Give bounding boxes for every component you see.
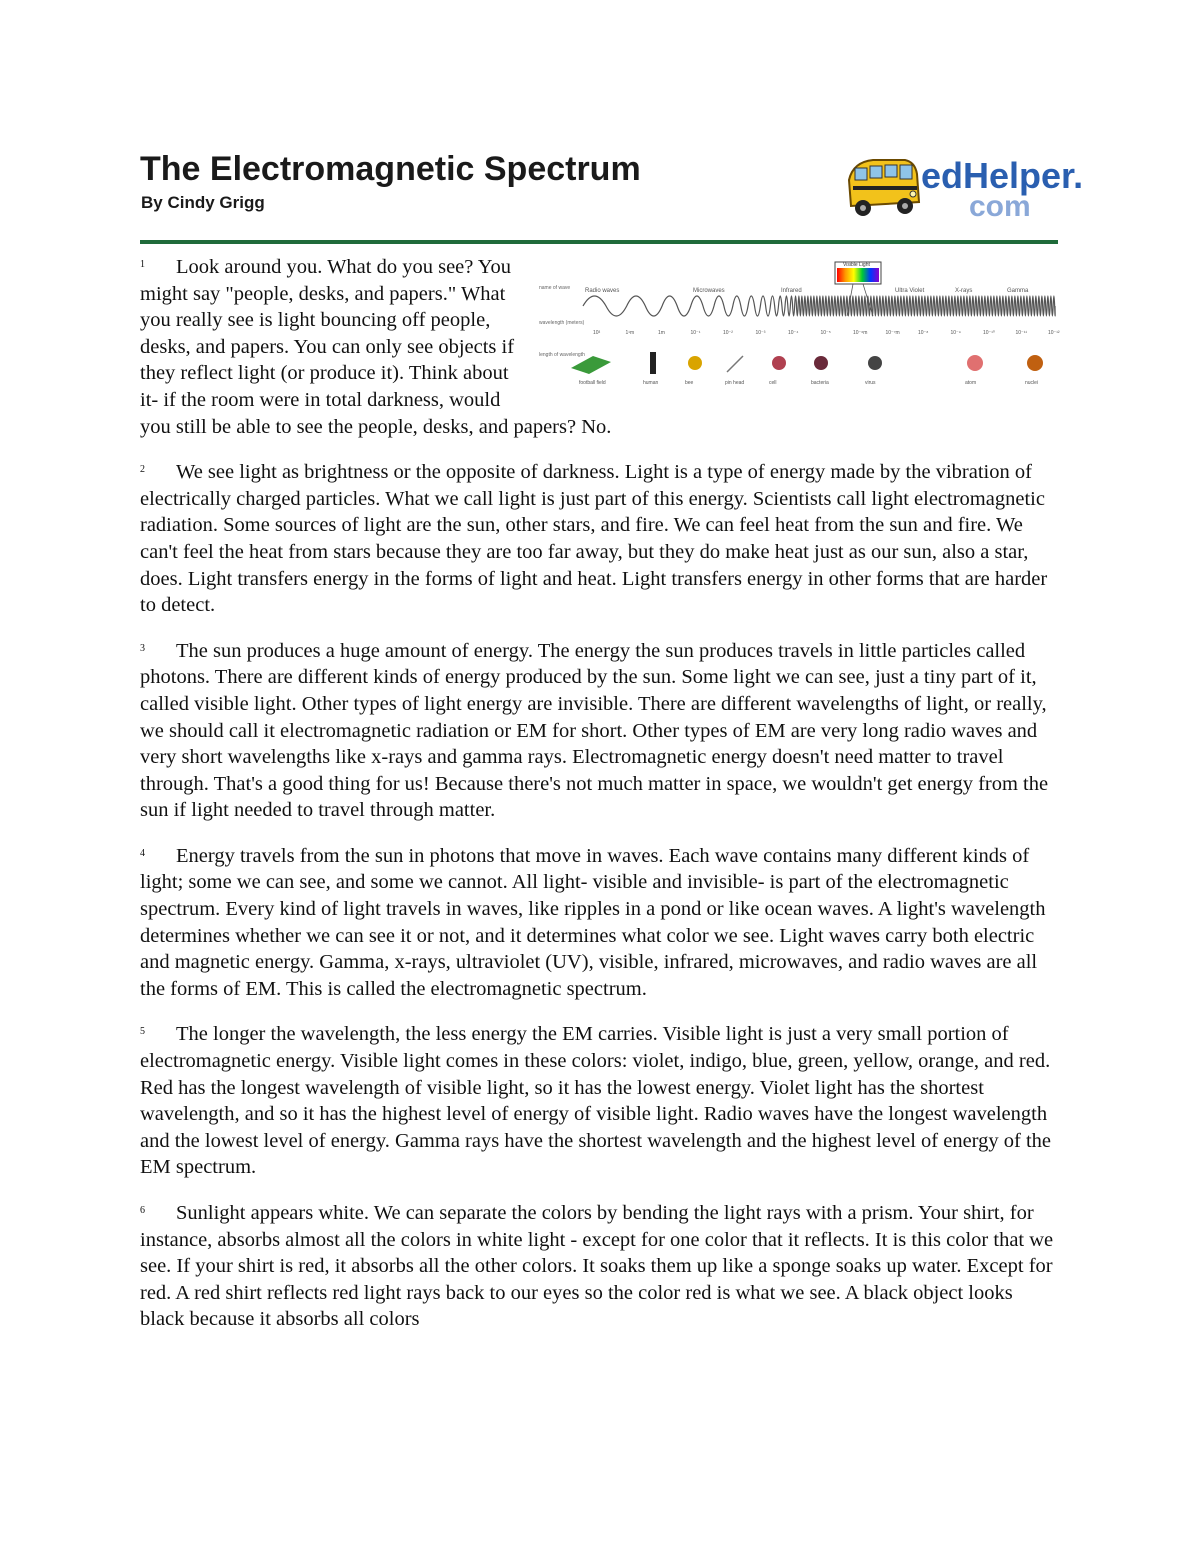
paragraph-6 <box>140 1198 1058 1333</box>
wavelength-tick-label: 10⁻⁶m <box>853 330 868 336</box>
logo-domain: com <box>969 190 1031 223</box>
wavelength-tick-label: 10⁻² <box>723 330 733 336</box>
object-label: cell <box>769 380 777 386</box>
wavelength-tick-label: 1¹m <box>625 330 635 336</box>
object-label: bacteria <box>811 380 829 386</box>
object-cell-icon <box>772 356 786 370</box>
header-divider <box>140 240 1058 244</box>
paragraph-text: We see light as brightness or the opposite of darkness. Light is a type of energy made by the vibration of electrically charged particles. What we call light is just part of this energy. Scientists call light electromagnetic radiation. Some sources of light are the sun, other stars, and fire. We can feel heat from the sun and fire. We can't feel the heat from stars because they are too far away, but they do make heat just as our sun, also a star, does. Light transfers energy in the forms of light and heat. Light transfers energy in other forms that are harder to detect. <box>140 461 1048 617</box>
object-atom-icon <box>967 355 983 371</box>
object-label: football field <box>579 380 606 386</box>
visible-light-band <box>837 268 879 282</box>
edhelper-logo <box>843 150 1084 226</box>
paragraph-number: 3 <box>140 642 145 654</box>
paragraph-5 <box>140 1019 1058 1181</box>
object-label: virus <box>865 380 876 386</box>
wavelength-tick-label: 10⁻¹⁰ <box>983 330 995 336</box>
wavelength-tick-label: 10⁻¹ <box>690 330 701 336</box>
school-bus-icon <box>849 160 919 216</box>
author-byline: By Cindy Grigg <box>141 193 265 212</box>
wavelength-tick-label: 10⁻³ <box>755 330 766 336</box>
object-label: bee <box>685 380 694 386</box>
wavelength-tick-label: 10³ <box>593 330 601 336</box>
paragraph-text: Look around you. What do you see? You might say "people, desks, and papers." What you really see is light bouncing off people, desks, and papers. You can only see objects if they reflect light (or produce it). Think about it- if the room were in total darkness, would you still be able to see the people, desks, and papers? No. <box>140 256 612 438</box>
object-nuclei-icon <box>1027 355 1043 371</box>
paragraph-text: The longer the wavelength, the less energy the EM carries. Visible light is just a very small portion of electromagnetic energy. Visible light comes in these colors: violet, indigo, blue, green, yellow, orange, and red. Red has the longest wavelength of visible light, so it has the lowest energy. Violet light has the shortest wavelength, and so it has the highest level of energy of visible light. Radio waves have the longest wavelength and the lowest level of energy. Gamma rays have the shortest wavelength and the highest level of energy of the EM spectrum. <box>140 1023 1052 1179</box>
object-bee-icon <box>688 356 702 370</box>
wavelength-tick-label: 10⁻⁵ <box>820 330 831 336</box>
band-label: Radio waves <box>585 288 620 294</box>
object-bacteria-icon <box>814 356 828 370</box>
paragraph-text: Sunlight appears white. We can separate the colors by bending the light rays with a prism. Your shirt, for instance, absorbs almost all the colors in white light - except for one color that it reflects. It is this color that we see. If your shirt is red, it absorbs all the other colors. It soaks them up like a sponge soaks up water. Except for red. A red shirt reflects red light rays back to our eyes so the color red is what we see. A black object looks black because it absorbs all colors <box>140 1202 1054 1331</box>
paragraph-number: 4 <box>140 847 145 859</box>
fig-label-name-of-wave: name of wave <box>539 285 571 291</box>
wavelength-tick-label: 10⁻¹² <box>1048 330 1060 336</box>
paragraph-number: 1 <box>140 259 145 270</box>
wavelength-tick-label: 10⁻⁸ <box>918 330 929 336</box>
band-label: Gamma <box>1007 288 1029 294</box>
band-label: X-rays <box>955 288 973 294</box>
paragraph-text: The sun produces a huge amount of energy. The energy the sun produces travels in little particles called photons. There are different kinds of energy produced by the sun. Some light we can see, just a tiny part of it, called visible light. Other types of light energy are invisible. There are different wavelengths of light, or really, we should call it electromagnetic radiation or EM for short. Other types of EM are very long radio waves and very short wavelengths like x-rays and gamma rays. Electromagnetic energy doesn't need matter to travel through. That's a good thing for us! Because there's not much matter in space, we wouldn't get energy from the sun if light needed to travel through matter. <box>140 639 1049 822</box>
logo-wordmark: edHelper. <box>921 155 1084 196</box>
band-label: Microwaves <box>693 288 725 294</box>
wavelength-tick-label: 10⁻⁷m <box>885 330 900 336</box>
paragraph-3 <box>140 636 1058 824</box>
fig-label-visible: Visible Light <box>843 262 870 268</box>
article-body <box>140 252 1058 1350</box>
wavelength-tick-label: 10⁻⁴ <box>788 330 799 336</box>
paragraph-number: 2 <box>140 464 145 476</box>
object-human-icon <box>650 352 656 374</box>
paragraph-number: 6 <box>140 1205 145 1216</box>
object-label: pin head <box>725 380 745 386</box>
object-label: atom <box>965 380 977 386</box>
object-virus-icon <box>868 356 882 370</box>
wavelength-tick-label: 10⁻⁹ <box>950 330 961 336</box>
paragraph-2 <box>140 457 1058 619</box>
band-label: Ultra Violet <box>895 288 925 294</box>
paragraph-4 <box>140 841 1058 1003</box>
fig-label-wavelength: wavelength (meters) <box>539 320 585 326</box>
object-label: human <box>643 380 659 386</box>
object-label: nuclei <box>1025 380 1039 386</box>
paragraph-number: 5 <box>140 1026 145 1038</box>
fig-label-length: length of wavelength <box>539 352 585 358</box>
wavelength-tick-label: 10⁻¹¹ <box>1015 330 1028 336</box>
paragraph-text: Energy travels from the sun in photons that move in waves. Each wave contains many different kinds of light; some we can see, and some we cannot. All light- visible and invisible- is part of the electromagnetic spectrum. Every kind of light travels in waves, like ripples in a pond or like ocean waves. A light's wavelength determines whether we can see it or not, and it determines what color we see. Light waves carry both electric and magnetic energy. Gamma, x-rays, ultraviolet (UV), visible, infrared, microwaves, and radio waves are all the forms of EM. This is called the electromagnetic spectrum. <box>140 844 1046 1000</box>
em-spectrum-figure <box>535 256 1058 394</box>
page-title: The Electromagnetic Spectrum <box>140 150 641 188</box>
wavelength-tick-label: 1m <box>658 330 665 336</box>
band-label: Infrared <box>781 288 802 294</box>
